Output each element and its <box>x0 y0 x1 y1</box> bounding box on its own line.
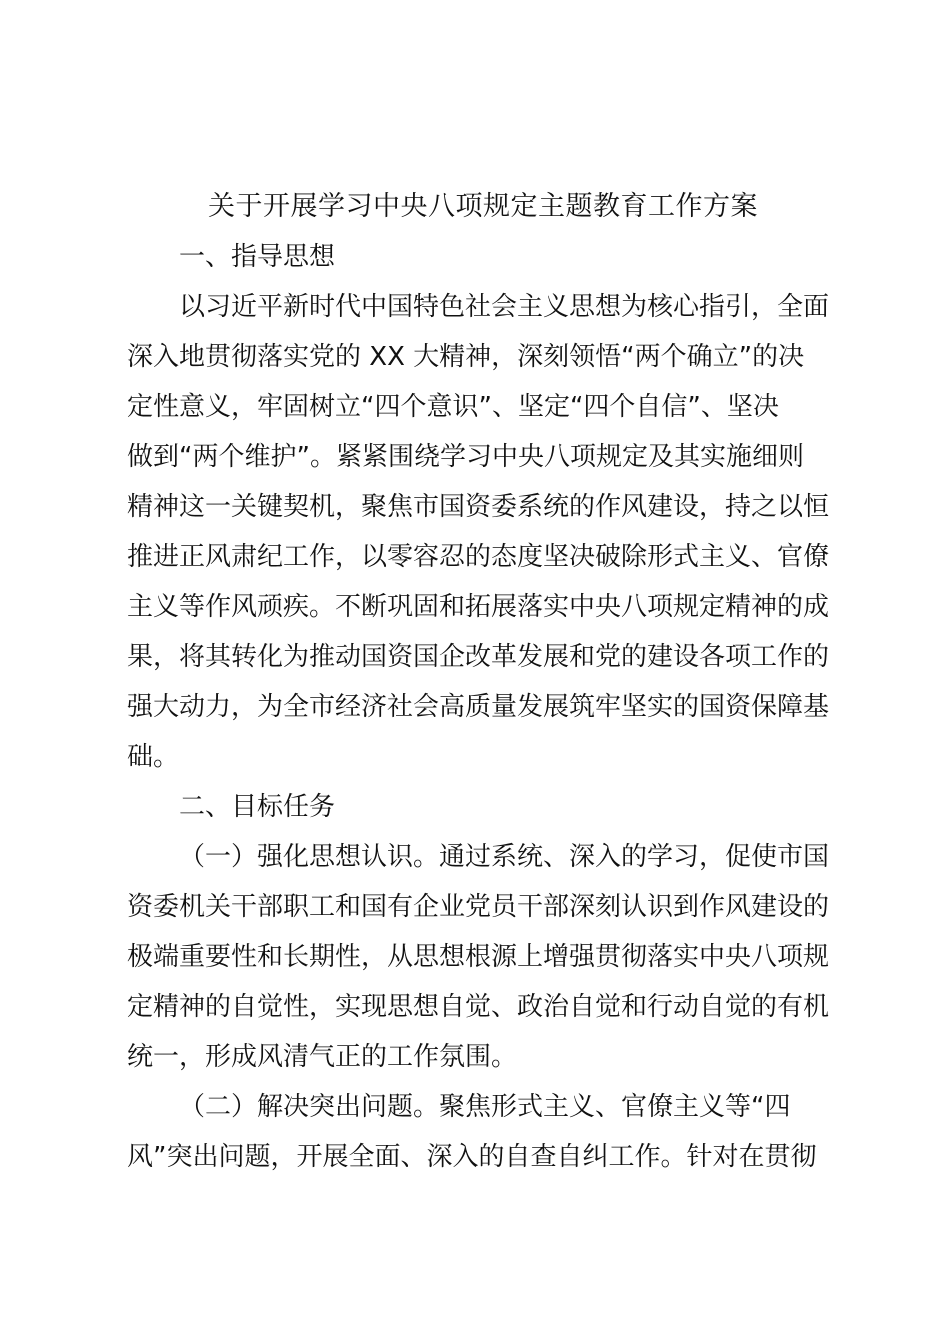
document-title: 关于开展学习中央八项规定主题教育工作方案 <box>208 191 758 222</box>
document-body <box>127 182 839 1182</box>
paragraph-guiding-ideology <box>127 282 839 782</box>
text-line: 风”突出问题，开展全面、深入的自查自纠工作。针对在贯彻 <box>127 1142 817 1172</box>
paragraph-item-1 <box>127 832 839 1082</box>
section-heading-guiding-ideology: 一、指导思想 <box>179 242 336 272</box>
text-line: 推进正风肃纪工作，以零容忍的态度坚决破除形式主义、官僚 <box>127 542 830 572</box>
paragraph-item-2 <box>127 1082 839 1182</box>
text-line: 极端重要性和长期性，从思想根源上增强贯彻落实中央八项规 <box>127 942 830 972</box>
text-line: （二）解决突出问题。聚焦形式主义、官僚主义等“四 <box>179 1092 791 1122</box>
text-line: 资委机关干部职工和国有企业党员干部深刻认识到作风建设的 <box>127 892 830 922</box>
text-line: 定性意义，牢固树立“四个意识”、坚定“四个自信”、坚决 <box>127 392 779 422</box>
text-line: 以习近平新时代中国特色社会主义思想为核心指引，全面 <box>179 292 830 322</box>
text-line: 深入地贯彻落实党的 XX 大精神，深刻领悟“两个确立”的决 <box>127 342 805 372</box>
text-line: （一）强化思想认识。通过系统、深入的学习，促使市国 <box>179 842 830 872</box>
text-line: 主义等作风顽疾。不断巩固和拓展落实中央八项规定精神的成 <box>127 592 830 622</box>
text-line: 做到“两个维护”。紧紧围绕学习中央八项规定及其实施细则 <box>127 442 804 472</box>
text-line: 定精神的自觉性，实现思想自觉、政治自觉和行动自觉的有机 <box>127 992 830 1022</box>
text-line: 强大动力，为全市经济社会高质量发展筑牢坚实的国资保障基 <box>127 692 830 722</box>
text-line: 统一，形成风清气正的工作氛围。 <box>127 1042 518 1072</box>
text-line: 精神这一关键契机，聚焦市国资委系统的作风建设，持之以恒 <box>127 492 830 522</box>
section-heading-goals-tasks: 二、目标任务 <box>179 792 336 822</box>
text-line: 础。 <box>127 742 180 772</box>
text-line: 果，将其转化为推动国资国企改革发展和党的建设各项工作的 <box>127 642 830 672</box>
